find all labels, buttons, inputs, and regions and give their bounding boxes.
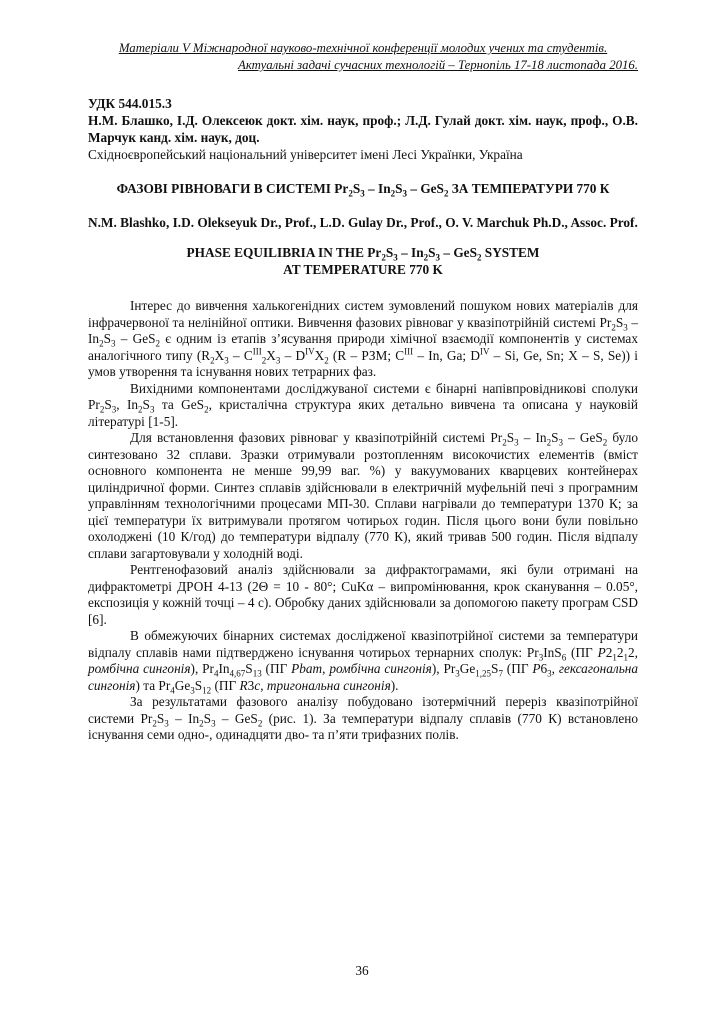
paragraph-4: Рентгенофазовий аналіз здійснювали за дифрактограмами, які були отримані на дифрактометрі ДРОН 4-13 (2Θ = 10 - 80°; CuKα – випромінювання, крок сканування – 0.05°, експозиція у кожній точці – 4 с). Обробку даних здійснювали за допомогою пакету програм CSD [6]. [88, 562, 638, 627]
paragraph-6: За результатами фазового аналізу побудовано ізотермічний переріз квазіпотрійної системи $Pr_2S_3 - In_2S_3 - GeS_2$ (рис. 1). За температури відпалу сплавів (770 К) встановлено існування семи одно-, одинадцяти дво- та п’яти трифазних полів. [88, 694, 639, 743]
authors-ua: Н.М. Блашко, І.Д. Олексеюк докт. хім. наук, проф.; Л.Д. Гулай докт. хім. наук, проф., О.В. Марчук канд. хім. наук, доц. [88, 113, 638, 145]
page-content [88, 40, 638, 744]
paragraph-1: Інтерес до вивчення халькогенідних систем зумовлений пошуком нових матеріалів для інфрачервоної та нелінійної оптики. Вивчення фазових рівноваг у квазіпотрійній системі $Pr_2S_3 - In_2S_3 - GeS_2$ є одним із етапів з’ясування природи хімічної взаємодії компонентів у системах аналогічного типу ($R_2X_3 - C^{III}_2X_3 - D^{IV}X_2$ (R – РЗМ; $C^{III}$ – In, Ga; $D^{IV}$ – Si, Ge, Sn; X – S, Se)) і умов утворення та існування нових тетрарних фаз. [88, 298, 638, 380]
title-english-line-2: AT TEMPERATURE 770 K [283, 262, 443, 278]
article-meta [88, 95, 638, 163]
article-body [88, 298, 638, 744]
title-ukrainian: ФАЗОВІ РІВНОВАГИ В СИСТЕМІ $Pr_2S_3 - In_2S_3 - GeS_2$ ЗА ТЕМПЕРАТУРИ 770 К [116, 181, 610, 199]
title-english: PHASE EQUILIBRIA IN THE $Pr_2S_3 - In_2S_3 - GeS_2$ SYSTEM [186, 245, 540, 263]
page-number: 36 [355, 963, 369, 978]
running-header-line-1: Матеріали V Міжнародної науково-технічної конференції молодих учених та студентів. [118, 41, 608, 55]
paragraph-2: Вихідними компонентами досліджуваної системи є бінарні напівпровідникові сполуки $Pr_2S_3$, $In_2S_3$ та GeS$_2$, кристалічна структура яких детально вивчена та описана у науковій літературі [1-5]. [88, 380, 638, 429]
running-header-line-2: Актуальні задачі сучасних технологій – Тернопіль 17-18 листопада 2016. [238, 58, 638, 72]
paragraph-5: В обмежуючих бінарних системах дослідженої квазіпотрійної системи за температури відпалу сплавів нами підтверджено існування чотирьох тернарних сполук: $Pr_3InS_6$ (ПГ $P2_12_12$, ромбічна сингонія), $Pr_4In_{4,67}S_{13}$ (ПГ Pbam, ромбічна сингонія), $Pr_3Ge_{1,25}S_7$ (ПГ $P6_3$, гексагональна сингонія) та $Pr_4Ge_3S_{12}$ (ПГ R3c, тригональна сингонія). [88, 628, 638, 696]
paragraph-3: Для встановлення фазових рівноваг у квазіпотрійній системі $Pr_2S_3 - In_2S_3 - GeS_2$ було синтезовано 32 сплави. Зразки отримували розтопленням високочистих елементів (вміст основного компонента не менше 99,99 ваг. %) у вакуумованих кварцевих контейнерах циліндричної форми. Синтез сплавів здійснювали в електричній муфельній печі з програмним управлінням технологічними процесами МП-30. Сплави нагрівали до температури 1370 К; за цієї температури їх витримували протягом чотирьох годин. Після цього вони були повільно охолоджені (10 К/год) до температури відпалу (770 К), який тривав 500 годин. Після відпалу сплави загартовували у холодній воді. [88, 430, 639, 561]
affiliation: Східноєвропейський національний університет імені Лесі Українки, Україна [88, 147, 523, 162]
udc-code: УДК 544.015.3 [88, 96, 172, 111]
authors-en: N.M. Blashko, I.D. Olekseyuk Dr., Prof., L.D. Gulay Dr., Prof., O. V. Marchuk Ph.D., Assoc. Prof. [88, 215, 638, 230]
